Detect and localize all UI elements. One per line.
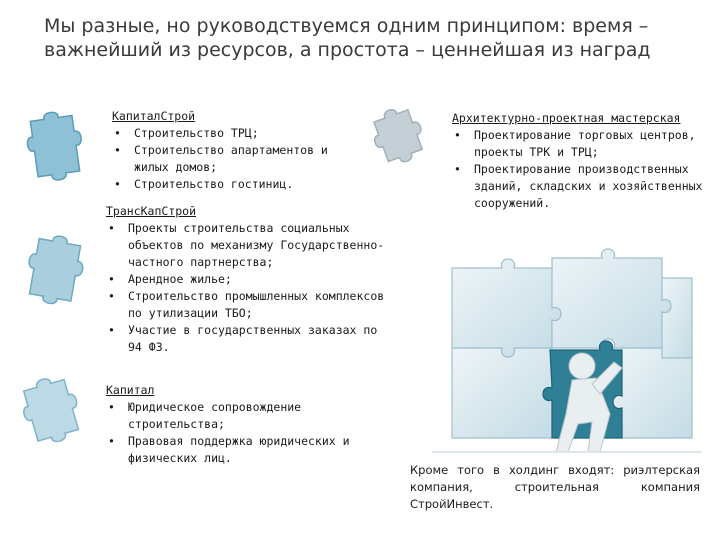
list-item: • Арендное жилье; <box>106 271 394 288</box>
list-item: • Участие в государственных заказах по 94 ФЗ. <box>106 322 394 356</box>
company-name: ТрансКапСтрой <box>106 204 197 218</box>
puzzle-piece-icon <box>16 370 92 450</box>
puzzle-wall-illustration <box>432 238 702 458</box>
list-item: • Строительство промышленных комплексов по утилизации ТБО; <box>106 288 394 322</box>
company-name: Капитал <box>106 383 155 397</box>
holding-note: Кроме того в холдинг входят: риэлтерская компания, строительная компания СтройИнвест. <box>410 463 700 511</box>
list-item: • Строительство ТРЦ; <box>112 125 362 142</box>
slide-title: Мы разные, но руководствуемся одним принципом: время – важнейший из ресурсов, а простота – ценнейшая из наград <box>44 15 651 61</box>
company-block-kapital <box>106 382 356 467</box>
company-block-architecture <box>452 110 714 212</box>
company-name: Архитектурно-проектная мастерская <box>452 111 681 125</box>
puzzle-piece-icon <box>20 104 92 188</box>
puzzle-piece-icon <box>20 228 92 312</box>
list-item: • Проектирование производственных зданий, складских и хозяйственных сооружений. <box>452 161 714 212</box>
list-item: • Строительство апартаментов и жилых домов; <box>112 142 362 176</box>
puzzle-piece-icon <box>366 102 436 168</box>
company-block-transkapstroy <box>106 203 394 356</box>
company-block-kapitalstroy <box>112 108 362 193</box>
list-item: • Строительство гостиниц. <box>112 176 362 193</box>
list-item: • Проектирование торговых центров, проекты ТРК и ТРЦ; <box>452 127 714 161</box>
list-item: • Юридическое сопровождение строительства; <box>106 399 356 433</box>
list-item: • Правовая поддержка юридических и физических лиц. <box>106 433 356 467</box>
company-name: КапиталСтрой <box>112 109 196 123</box>
list-item: • Проекты строительства социальных объектов по механизму Государственно-частного партнерства; <box>106 220 394 271</box>
